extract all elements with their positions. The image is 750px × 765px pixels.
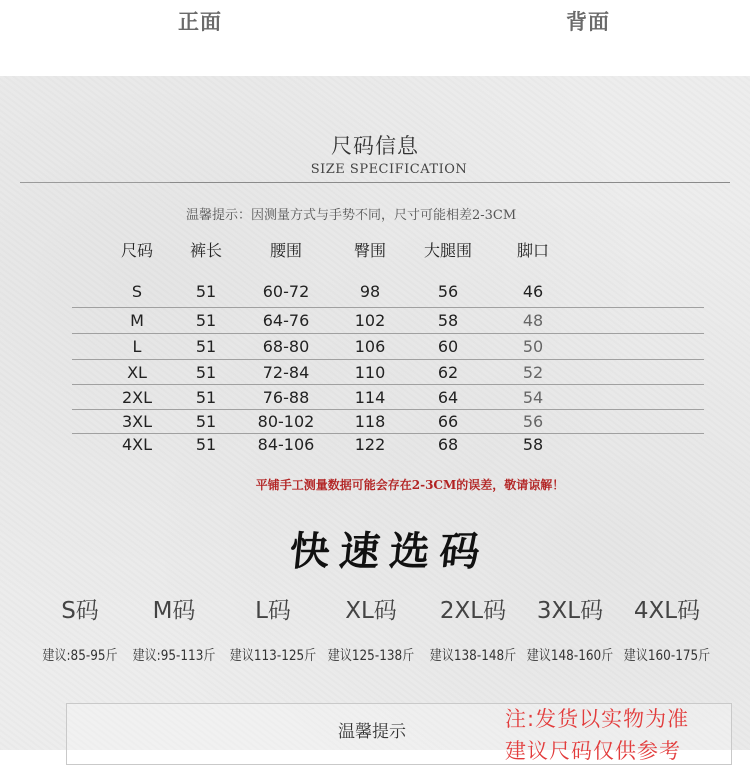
- size-advice-note: 建议尺码仅供参考: [505, 739, 681, 763]
- quick-size-recommendation: 建议160-175斤: [623, 648, 711, 664]
- table-cell: 50: [522, 337, 544, 356]
- table-cell: XL: [127, 363, 147, 382]
- table-header-cell: 裤长: [189, 241, 222, 260]
- table-header-cell: 臀围: [353, 241, 386, 260]
- table-cell: 98: [359, 282, 381, 301]
- table-cell: 102: [354, 311, 386, 330]
- title-divider: [170, 182, 730, 183]
- table-cell: 60-72: [262, 282, 310, 301]
- table-row-divider: [72, 359, 704, 360]
- measurement-tip: 温馨提示：因测量方式与手势不同，尺寸可能相差2-3CM: [186, 208, 517, 223]
- table-cell: 51: [195, 282, 217, 301]
- table-cell: S: [131, 282, 143, 301]
- table-row-divider: [72, 433, 704, 434]
- section-title: 尺码信息: [331, 134, 419, 158]
- table-cell: 46: [522, 282, 544, 301]
- quick-select-title: 快速选码: [287, 528, 493, 575]
- table-cell: 58: [522, 435, 544, 454]
- table-cell: 66: [437, 412, 459, 431]
- quick-size-name: L码: [255, 598, 291, 624]
- quick-size-name: S码: [61, 598, 99, 624]
- table-cell: 62: [437, 363, 459, 382]
- table-cell: 4XL: [121, 435, 153, 454]
- measurement-disclaimer: 平铺手工测量数据可能会存在2-3CM的误差，敬请谅解！: [255, 478, 565, 492]
- table-cell: 72-84: [262, 363, 310, 382]
- table-row-divider: [72, 307, 704, 308]
- table-cell: M: [130, 311, 144, 330]
- table-cell: 48: [522, 311, 544, 330]
- table-cell: 80-102: [257, 412, 315, 431]
- quick-size-recommendation: 建议138-148斤: [429, 648, 517, 664]
- quick-size-name: 4XL码: [633, 598, 701, 624]
- quick-size-recommendation: 建议125-138斤: [327, 648, 415, 664]
- table-cell: 60: [437, 337, 459, 356]
- table-cell: L: [132, 337, 142, 356]
- quick-size-recommendation: 建议148-160斤: [526, 648, 614, 664]
- front-label: 正面: [178, 10, 222, 34]
- table-header-cell: 脚口: [516, 241, 549, 260]
- table-cell: 56: [437, 282, 459, 301]
- table-header-cell: 腰围: [269, 241, 302, 260]
- table-cell: 84-106: [257, 435, 315, 454]
- table-cell: 51: [195, 363, 217, 382]
- table-cell: 64-76: [262, 311, 310, 330]
- section-subtitle: SIZE SPECIFICATION: [310, 162, 468, 177]
- table-cell: 118: [354, 412, 386, 431]
- table-cell: 68-80: [262, 337, 310, 356]
- table-cell: 68: [437, 435, 459, 454]
- quick-size-name: 3XL码: [536, 598, 604, 624]
- shipping-note: 注:发货以实物为准: [505, 707, 690, 731]
- table-cell: 52: [522, 363, 544, 382]
- table-cell: 76-88: [262, 388, 310, 407]
- table-cell: 114: [354, 388, 386, 407]
- table-row-divider: [72, 409, 704, 410]
- table-cell: 51: [195, 435, 217, 454]
- quick-size-name: M码: [152, 598, 196, 624]
- table-cell: 56: [522, 412, 544, 431]
- quick-size-recommendation: 建议113-125斤: [229, 648, 317, 664]
- table-cell: 51: [195, 311, 217, 330]
- table-header-cell: 尺码: [120, 241, 153, 260]
- back-label: 背面: [566, 10, 610, 34]
- table-cell: 54: [522, 388, 544, 407]
- table-cell: 51: [195, 337, 217, 356]
- table-cell: 64: [437, 388, 459, 407]
- table-cell: 51: [195, 388, 217, 407]
- table-cell: 110: [354, 363, 386, 382]
- bottom-tip: 温馨提示: [338, 722, 406, 742]
- quick-size-name: 2XL码: [439, 598, 507, 624]
- table-cell: 51: [195, 412, 217, 431]
- table-header-cell: 大腿围: [423, 241, 472, 260]
- table-cell: 58: [437, 311, 459, 330]
- quick-size-name: XL码: [345, 598, 397, 624]
- table-row-divider: [72, 333, 704, 334]
- table-cell: 106: [354, 337, 386, 356]
- quick-size-recommendation: 建议:85-95斤: [42, 648, 118, 664]
- table-cell: 122: [354, 435, 386, 454]
- top-strip: [0, 0, 750, 76]
- table-row-divider: [72, 384, 704, 385]
- title-divider: [20, 182, 170, 183]
- table-cell: 3XL: [121, 412, 153, 431]
- quick-size-recommendation: 建议:95-113斤: [132, 648, 216, 664]
- table-cell: 2XL: [121, 388, 153, 407]
